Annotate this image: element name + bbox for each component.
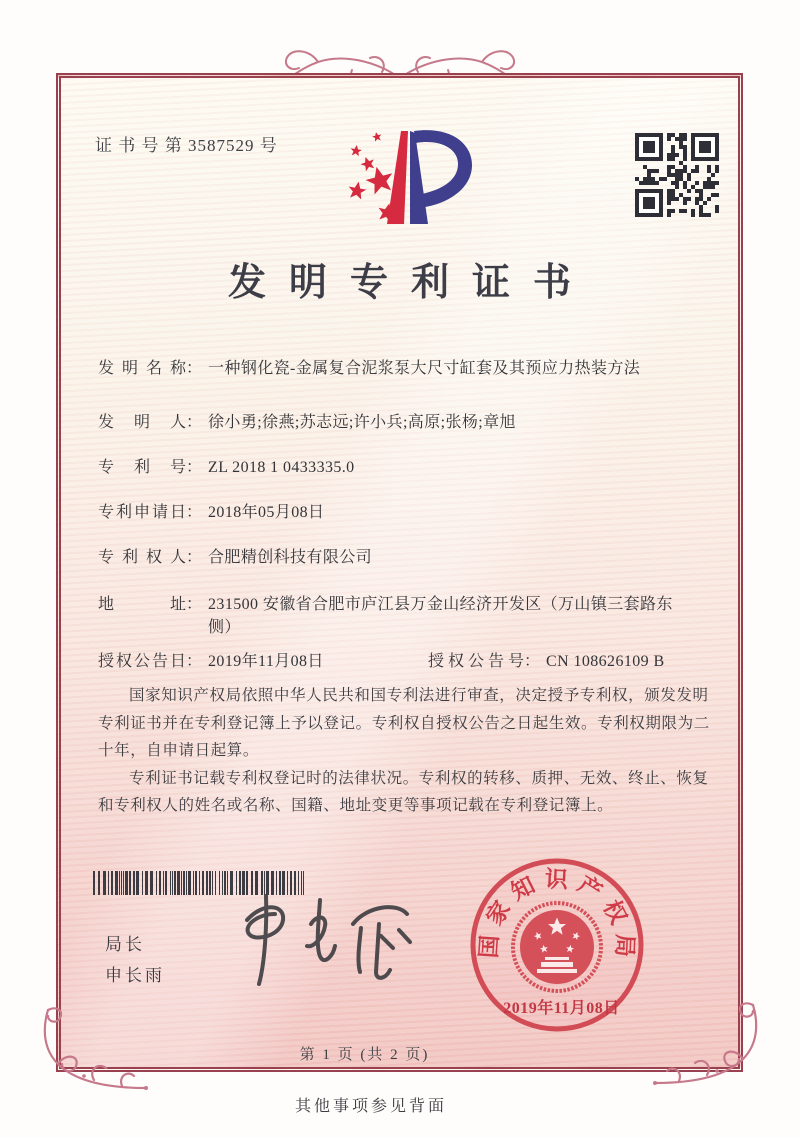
field-label: 发明名称	[98, 360, 186, 377]
legal-paragraph: 专利证书记载专利权登记时的法律状况。专利权的转移、质押、无效、终止、恢复和专利权人的姓名或名称、国籍、地址变更等事项记载在专利登记簿上。	[98, 769, 709, 815]
field-row-filing-date	[98, 501, 716, 524]
field-row-grant-date	[98, 650, 716, 673]
field-value: 徐小勇;徐燕;苏志远;许小兵;高原;张杨;章旭	[208, 414, 516, 431]
field-value: 2019年11月08日	[208, 653, 324, 670]
field-grant-publication	[428, 650, 665, 673]
certificate-title: 发明专利证书	[227, 262, 594, 304]
field-row-invention-name	[98, 357, 716, 380]
corner-flourish-right-icon	[652, 1000, 767, 1092]
field-value: 231500 安徽省合肥市庐江县万金山经济开发区（万山镇三套路东侧）	[208, 596, 673, 637]
page-indicator: 第 1 页 (共 2 页)	[299, 1047, 430, 1063]
back-note: 其他事项参见背面	[294, 1098, 447, 1115]
officials-block	[105, 929, 165, 992]
qr-code-icon	[635, 133, 719, 217]
field-colon: ：	[186, 414, 203, 431]
field-colon: ：	[186, 504, 203, 521]
field-colon: ：	[186, 360, 203, 377]
field-value: 2018年05月08日	[208, 504, 325, 521]
certificate-frame	[56, 73, 743, 1072]
field-row-patent-number	[98, 456, 716, 479]
field-colon: ：	[186, 549, 203, 566]
cnipa-logo-icon	[330, 118, 490, 238]
field-colon: ：	[186, 459, 203, 476]
field-label: 授权公告号	[428, 653, 524, 670]
field-label: 地址	[98, 596, 186, 613]
field-label: 授权公告日	[98, 653, 186, 670]
seal-arc-text: 国家知识产权局	[476, 866, 638, 966]
field-row-patentee	[98, 546, 716, 569]
field-label: 专利号	[98, 459, 186, 476]
field-colon: ：	[186, 596, 203, 613]
field-colon: ：	[186, 653, 203, 670]
corner-flourish-left-icon	[34, 1006, 149, 1096]
field-value: 合肥精创科技有限公司	[208, 549, 373, 566]
field-value: ZL 2018 1 0433335.0	[208, 459, 355, 476]
official-title: 局长	[105, 935, 145, 954]
agency-seal	[467, 855, 647, 1035]
official-name: 申长雨	[105, 966, 165, 986]
legal-paragraph: 国家知识产权局依照中华人民共和国专利法进行审查，决定授予专利权，颁发发明专利证书并在专利登记簿上予以登记。专利权自授权公告之日起生效。专利权期限为二十年，自申请日起算。	[98, 687, 710, 760]
legal-text-section	[98, 682, 718, 820]
field-label: 专利申请日	[98, 504, 186, 521]
field-row-address	[98, 593, 716, 639]
signature-icon	[219, 888, 429, 993]
certificate-number: 证 书 号 第 3587529 号	[95, 136, 278, 155]
field-value: CN 108626109 B	[546, 653, 665, 670]
seal-date: 2019年11月08日	[503, 1000, 620, 1017]
field-label: 发明人	[98, 414, 186, 431]
field-row-inventors	[98, 411, 716, 434]
field-colon: ：	[524, 653, 541, 670]
field-value: 一种钢化瓷-金属复合泥浆泵大尺寸缸套及其预应力热装方法	[208, 360, 641, 377]
field-label: 专利权人	[98, 549, 186, 566]
